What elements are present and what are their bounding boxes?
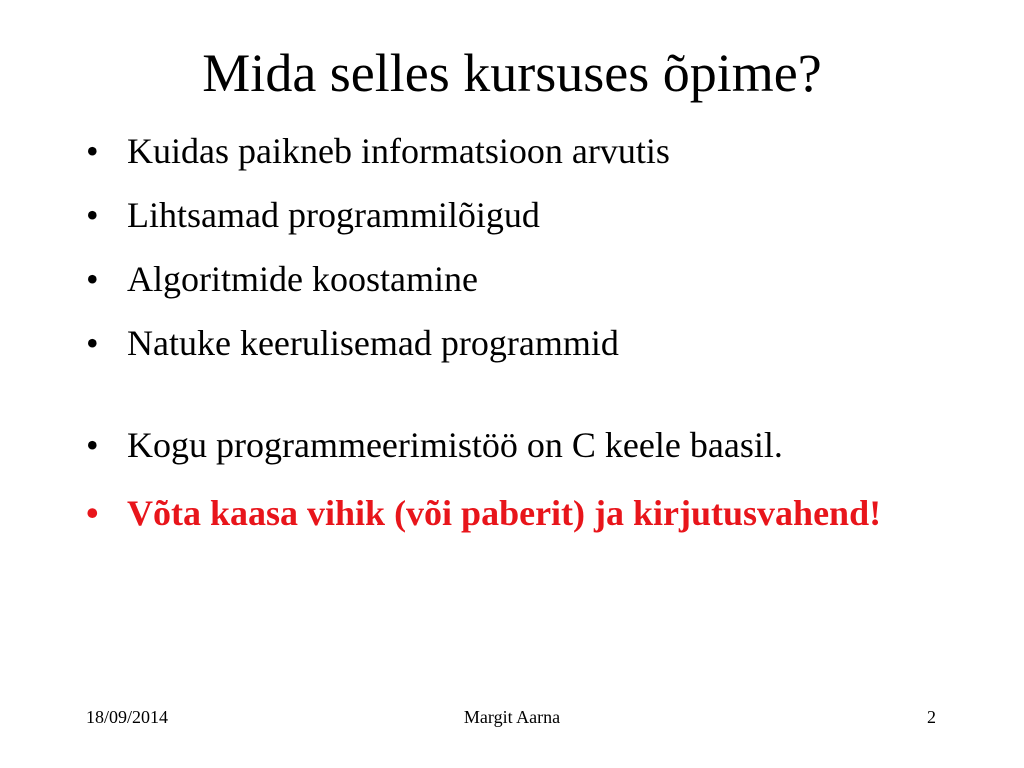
bullet-text: Võta kaasa vihik (või paberit) ja kirjutusvahend! [127, 493, 882, 533]
bullet-icon: • [86, 425, 99, 465]
bullet-text: Algoritmide koostamine [127, 259, 478, 299]
bullet-icon: • [86, 131, 99, 171]
footer-date: 18/09/2014 [86, 707, 169, 727]
bullet-icon: • [86, 195, 99, 235]
footer-author: Margit Aarna [463, 707, 561, 727]
slide-title: Mida selles kursuses õpime? [202, 43, 822, 103]
bullet-item [86, 419, 946, 472]
bullet-item-highlight [86, 487, 946, 540]
bullet-text: Natuke keerulisemad programmid [127, 323, 619, 363]
bullet-icon: • [86, 259, 99, 299]
page-number: 2 [927, 707, 936, 727]
bullet-text: Kuidas paikneb informatsioon arvutis [127, 131, 670, 171]
bullet-item [86, 130, 946, 172]
bullet-item [86, 322, 946, 364]
bullet-text: Lihtsamad programmilõigud [127, 195, 540, 235]
bullet-item [86, 194, 946, 236]
bullet-icon: • [86, 323, 99, 363]
bullet-icon: • [86, 493, 99, 533]
bullet-text: Kogu programmeerimistöö on C keele baasil. [127, 425, 783, 465]
bullet-list [86, 130, 946, 555]
bullet-item [86, 258, 946, 300]
